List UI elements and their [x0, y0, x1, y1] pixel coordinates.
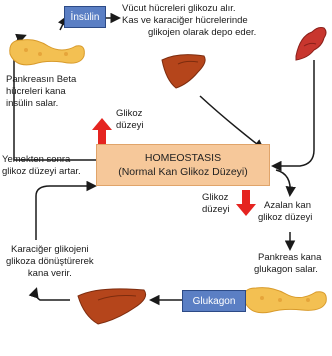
- step-glucose-down-line-2: glikoz düzeyi: [258, 212, 313, 223]
- arrow-text-to-homeostasis: [36, 186, 94, 240]
- step-pancreas-glucagon: [254, 252, 321, 276]
- step-pancreas-beta-line-2: hücreleri kana: [6, 86, 66, 97]
- arrow-muscle-to-homeostasis: [274, 60, 314, 166]
- level-down-label: [202, 192, 229, 216]
- arm-muscle-icon: [294, 22, 330, 62]
- level-up-label-line-2: düzeyi: [116, 120, 144, 131]
- step-after-meal-line-1: Yemekten sonra: [2, 154, 71, 165]
- step-liver-release-line-1: Karaciğer glikojeni: [11, 244, 89, 255]
- arrow-homeostasis-to-low: [276, 170, 290, 194]
- level-down-label-line-1: Glikoz: [202, 192, 229, 203]
- step-pancreas-glucagon-line-2: glukagon salar.: [254, 264, 318, 275]
- pancreas-icon: [6, 32, 88, 70]
- step-muscle-liver-line-2: Kas ve karaciğer hücrelerinde: [122, 15, 248, 26]
- pancreas-icon: [240, 282, 330, 316]
- step-pancreas-glucagon-line-1: Pankreas kana: [258, 252, 322, 263]
- step-muscle-liver-line-3: glikojen olarak depo eder.: [148, 27, 257, 38]
- homeostasis-subtitle: (Normal Kan Glikoz Düzeyi): [118, 166, 248, 178]
- step-muscle-liver-line-1: Vücut hücreleri glikozu alır.: [122, 3, 236, 14]
- step-glucose-down: [258, 200, 312, 224]
- level-down-arrow-icon: [236, 190, 256, 216]
- liver-icon: [158, 50, 208, 90]
- step-muscle-liver: [122, 3, 256, 39]
- step-liver-release: [6, 244, 94, 280]
- step-glucose-down-line-1: Azalan kan: [264, 200, 312, 211]
- level-up-label-line-1: Glikoz: [116, 108, 143, 119]
- level-up-arrow-icon: [92, 118, 112, 144]
- glucagon-label: Glukagon: [192, 295, 236, 307]
- step-pancreas-beta-line-3: insülin salar.: [6, 98, 59, 109]
- arrow-liver-to-homeostasis: [200, 96, 262, 148]
- step-after-meal-line-2: glikoz düzeyi artar.: [2, 166, 81, 177]
- homeostasis-title: HOMEOSTASIS: [144, 152, 222, 164]
- level-down-label-line-2: düzeyi: [202, 204, 230, 215]
- level-up-label: [116, 108, 143, 132]
- step-pancreas-beta: [6, 74, 76, 110]
- insulin-box: [64, 6, 106, 28]
- insulin-label: İnsülin: [70, 11, 100, 23]
- step-pancreas-beta-line-1: Pankreasın Beta: [6, 74, 77, 85]
- arrow-liver-to-text: [36, 290, 71, 300]
- liver-icon: [74, 284, 150, 326]
- homeostasis-box: [96, 144, 270, 186]
- step-liver-release-line-2: glikoza dönüştürerek: [6, 256, 94, 267]
- glucagon-box: [182, 290, 246, 312]
- step-liver-release-line-3: kana verir.: [27, 268, 72, 279]
- step-after-meal: [2, 154, 81, 178]
